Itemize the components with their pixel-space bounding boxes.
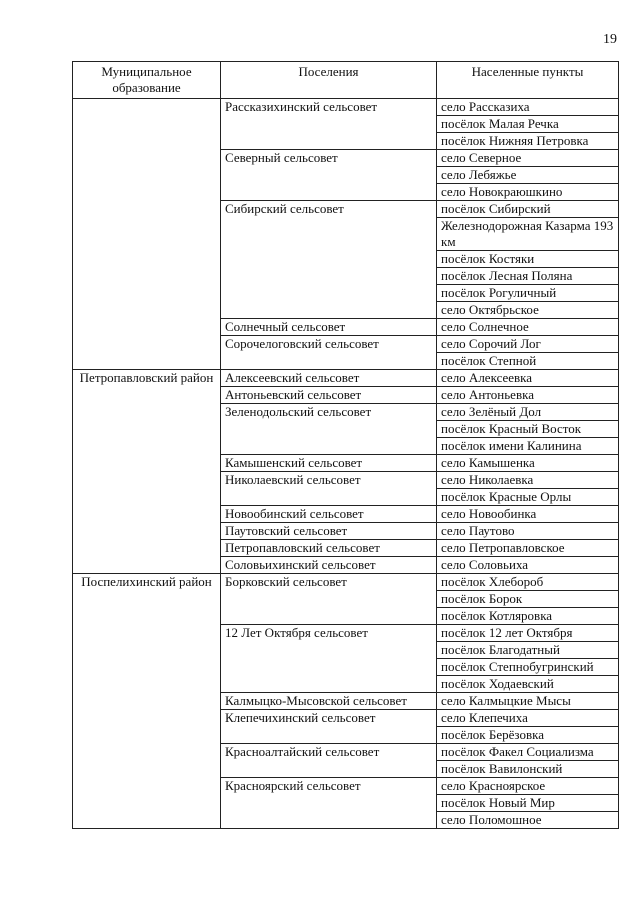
locality-cell: Железнодорожная Казарма 193 км [437, 218, 619, 251]
locality-cell: посёлок Костяки [437, 251, 619, 268]
municipality-cell: Поспелихинский район [73, 574, 221, 829]
locality-cell: посёлок Вавилонский [437, 761, 619, 778]
header-municipality: Муниципальное образование [73, 62, 221, 99]
locality-cell: посёлок Благодатный [437, 642, 619, 659]
locality-cell: посёлок Степнобугринский [437, 659, 619, 676]
locality-cell: село Калмыцкие Мысы [437, 693, 619, 710]
settlement-cell: Алексеевский сельсовет [221, 370, 437, 387]
table-body [73, 99, 619, 829]
table-row [73, 370, 619, 387]
header-localities: Населенные пункты [437, 62, 619, 99]
settlement-cell: Рассказихинский сельсовет [221, 99, 437, 150]
settlement-cell: Зеленодольский сельсовет [221, 404, 437, 455]
settlement-cell: Камышенский сельсовет [221, 455, 437, 472]
locality-cell: посёлок Лесная Поляна [437, 268, 619, 285]
locality-cell: посёлок имени Калинина [437, 438, 619, 455]
locality-cell: село Лебяжье [437, 167, 619, 184]
locality-cell: село Октябрьское [437, 302, 619, 319]
locality-cell: село Антоньевка [437, 387, 619, 404]
settlement-cell: Северный сельсовет [221, 150, 437, 201]
settlement-cell: Борковский сельсовет [221, 574, 437, 625]
locality-cell: посёлок Красный Восток [437, 421, 619, 438]
locality-cell: село Клепечиха [437, 710, 619, 727]
header-settlements: Поселения [221, 62, 437, 99]
locality-cell: посёлок Берёзовка [437, 727, 619, 744]
settlement-cell: Николаевский сельсовет [221, 472, 437, 506]
settlement-cell: Калмыцко-Мысовской сельсовет [221, 693, 437, 710]
table-row [73, 99, 619, 116]
locality-cell: село Новообинка [437, 506, 619, 523]
settlements-table [72, 61, 619, 829]
page-number: 19 [603, 32, 617, 47]
locality-cell: посёлок Красные Орлы [437, 489, 619, 506]
settlement-cell: Сорочелоговский сельсовет [221, 336, 437, 370]
locality-cell: посёлок Ходаевский [437, 676, 619, 693]
locality-cell: село Новокраюшкино [437, 184, 619, 201]
settlement-cell: Новообинский сельсовет [221, 506, 437, 523]
locality-cell: посёлок Борок [437, 591, 619, 608]
table-row [73, 574, 619, 591]
locality-cell: посёлок Рогуличный [437, 285, 619, 302]
locality-cell: посёлок Малая Речка [437, 116, 619, 133]
locality-cell: село Алексеевка [437, 370, 619, 387]
locality-cell: посёлок Факел Социализма [437, 744, 619, 761]
locality-cell: село Сорочий Лог [437, 336, 619, 353]
locality-cell: посёлок Сибирский [437, 201, 619, 218]
locality-cell: посёлок 12 лет Октября [437, 625, 619, 642]
settlement-cell: Сибирский сельсовет [221, 201, 437, 319]
locality-cell: посёлок Котляровка [437, 608, 619, 625]
municipality-cell: Петропавловский район [73, 370, 221, 574]
locality-cell: село Петропавловское [437, 540, 619, 557]
settlement-cell: 12 Лет Октября сельсовет [221, 625, 437, 693]
table-header-row [73, 62, 619, 99]
settlement-cell: Петропавловский сельсовет [221, 540, 437, 557]
locality-cell: посёлок Степной [437, 353, 619, 370]
locality-cell: посёлок Хлебороб [437, 574, 619, 591]
settlement-cell: Клепечихинский сельсовет [221, 710, 437, 744]
locality-cell: село Северное [437, 150, 619, 167]
locality-cell: село Красноярское [437, 778, 619, 795]
settlement-cell: Солнечный сельсовет [221, 319, 437, 336]
locality-cell: село Поломошное [437, 812, 619, 829]
settlement-cell: Красноалтайский сельсовет [221, 744, 437, 778]
settlement-cell: Паутовский сельсовет [221, 523, 437, 540]
locality-cell: село Солнечное [437, 319, 619, 336]
municipality-cell [73, 99, 221, 370]
locality-cell: село Камышенка [437, 455, 619, 472]
settlement-cell: Соловьихинский сельсовет [221, 557, 437, 574]
locality-cell: посёлок Новый Мир [437, 795, 619, 812]
locality-cell: посёлок Нижняя Петровка [437, 133, 619, 150]
settlement-cell: Антоньевский сельсовет [221, 387, 437, 404]
locality-cell: село Паутово [437, 523, 619, 540]
locality-cell: село Рассказиха [437, 99, 619, 116]
locality-cell: село Николаевка [437, 472, 619, 489]
locality-cell: село Соловьиха [437, 557, 619, 574]
locality-cell: село Зелёный Дол [437, 404, 619, 421]
settlement-cell: Красноярский сельсовет [221, 778, 437, 829]
